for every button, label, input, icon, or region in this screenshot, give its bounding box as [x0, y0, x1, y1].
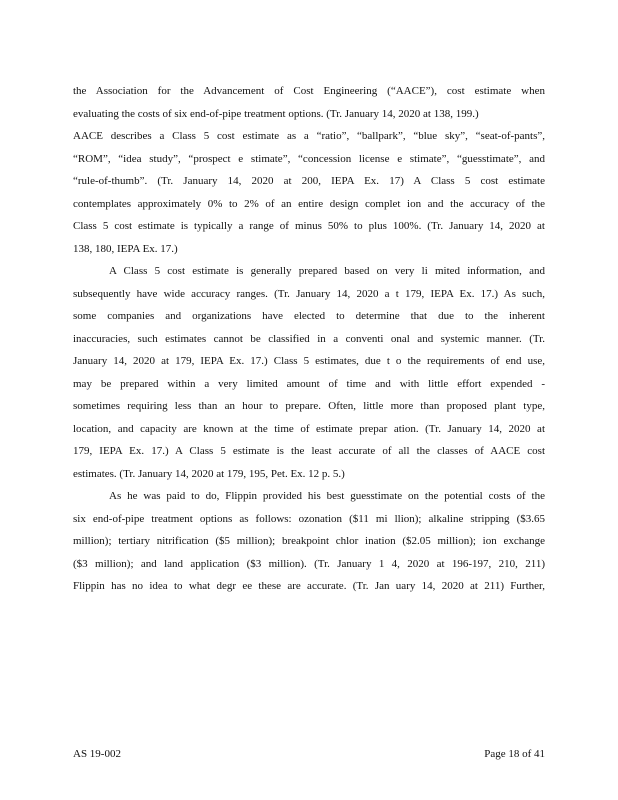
text-line: subsequently have wide accuracy ranges. (Tr. January 14, 2020 a t 179, IEPA Ex. 17.) As such, [73, 287, 545, 300]
text-line: “rule-of-thumb”. (Tr. January 14, 2020 at 200, IEPA Ex. 17) A Class 5 cost estimate [73, 175, 545, 187]
text-line: 138, 180, IEPA Ex. 17.) [73, 242, 178, 255]
text-line: inaccuracies, such estimates cannot be classified in a conventi onal and systemic manner. (Tr. [73, 332, 545, 345]
text-line: sometimes requiring less than an hour to prepare. Often, little more than proposed plant type, [73, 400, 545, 412]
text-line: some companies and organizations have elected to determine that due to the inherent [73, 310, 545, 322]
text-line: As he was paid to do, Flippin provided his best guesstimate on the potential costs of the [109, 490, 545, 502]
text-line: million); tertiary nitrification ($5 million); breakpoint chlor ination ($2.05 million); ion exchange [73, 535, 545, 547]
text-line: “ROM”, “idea study”, “prospect e stimate”, “concession license e stimate”, “guesstimate”, and [73, 152, 545, 165]
text-line: location, and capacity are known at the time of estimate prepar ation. (Tr. January 14, 2020 at [73, 422, 545, 435]
text-line: AACE describes a Class 5 cost estimate as a “ratio”, “ballpark”, “blue sky”, “seat-of-pants”, [73, 130, 545, 142]
text-line: the Association for the Advancement of Cost Engineering (“AACE”), cost estimate when [73, 85, 545, 97]
text-line: Class 5 cost estimate is typically a range of minus 50% to plus 100%. (Tr. January 14, 2020 at [73, 220, 545, 232]
text-line: ($3 million); and land application ($3 million). (Tr. January 1 4, 2020 at 196-197, 210, 211) [73, 557, 545, 570]
text-line: estimates. (Tr. January 14, 2020 at 179, 195, Pet. Ex. 12 p. 5.) [73, 467, 345, 480]
text-line: contemplates approximately 0% to 2% of an entire design complet ion and the accuracy of the [73, 197, 545, 210]
body-text [73, 80, 545, 598]
text-line: Flippin has no idea to what degr ee these are accurate. (Tr. Jan uary 14, 2020 at 211) Further, [73, 580, 545, 592]
text-line: may be prepared within a very limited amount of time and with little effort expended - [73, 377, 545, 390]
text-line: 179, IEPA Ex. 17.) A Class 5 estimate is the least accurate of all the classes of AACE cost [73, 445, 545, 457]
text-line: January 14, 2020 at 179, IEPA Ex. 17.) Class 5 estimates, due t o the requirements of end use, [73, 355, 545, 367]
page-number: Page 18 of 41 [484, 748, 545, 760]
text-line: six end-of-pipe treatment options as follows: ozonation ($11 mi llion); alkaline stripping ($3.65 [73, 512, 545, 525]
text-line: evaluating the costs of six end-of-pipe treatment options. (Tr. January 14, 2020 at 138, 199.) [73, 107, 479, 120]
docket-number: AS 19-002 [73, 748, 121, 760]
text-line: A Class 5 cost estimate is generally prepared based on very li mited information, and [109, 265, 545, 277]
